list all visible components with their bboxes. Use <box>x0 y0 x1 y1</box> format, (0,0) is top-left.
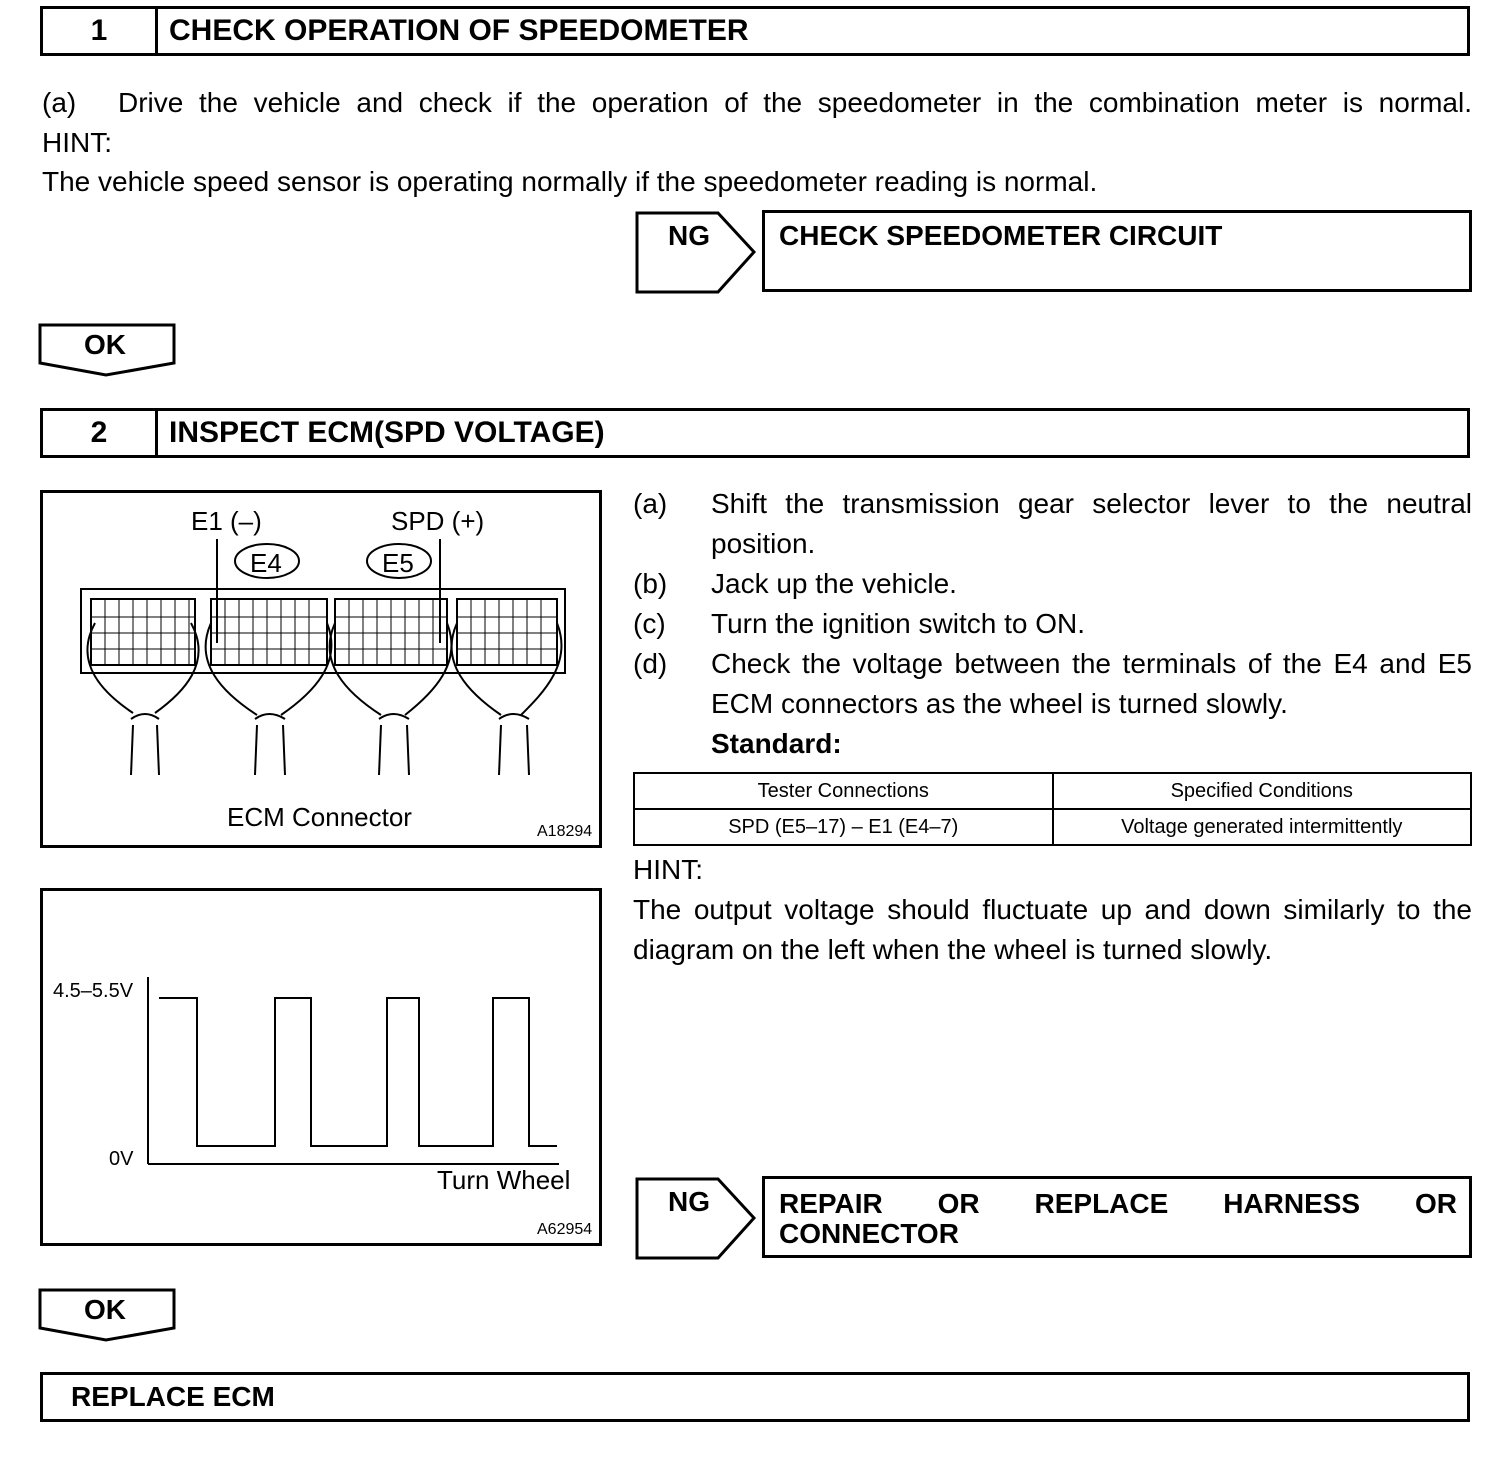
step1-hint-label: HINT: <box>42 127 112 158</box>
ng-action-word: OR <box>937 1188 980 1219</box>
y-axis-low-label: 0V <box>109 1148 134 1170</box>
instruction-b-label: (b) <box>633 568 668 599</box>
ng-action-box <box>762 1176 1472 1258</box>
ng-action-word: REPAIR <box>779 1188 883 1219</box>
instruction-b-text: Jack up the vehicle. <box>711 568 957 599</box>
step-title: CHECK OPERATION OF SPEEDOMETER <box>169 14 749 47</box>
ok-arrow <box>38 323 178 377</box>
ng-action-word: REPLACE <box>1034 1188 1169 1219</box>
ng-action-word: HARNESS <box>1223 1188 1361 1219</box>
standard-label: Standard: <box>711 728 842 759</box>
instruction-c-text: Turn the ignition switch to ON. <box>711 608 1086 639</box>
figure-code: A18294 <box>537 823 593 840</box>
ng-label: NG <box>668 220 710 251</box>
ng-action-box <box>762 210 1472 292</box>
figure-caption: ECM Connector <box>227 802 412 832</box>
step-2-header <box>40 408 1470 458</box>
instruction-d-label: (d) <box>633 648 668 679</box>
voltage-waveform-figure <box>40 888 602 1246</box>
table-cell: Voltage generated intermittently <box>1053 809 1472 845</box>
table-header-cell: Tester Connections <box>634 773 1053 809</box>
ok-label: OK <box>84 1294 126 1325</box>
step-1-header <box>40 6 1470 56</box>
ok-label: OK <box>84 329 126 360</box>
ng-action-line-2: CONNECTOR <box>779 1218 959 1249</box>
instruction-c-label: (c) <box>633 608 666 639</box>
spd-terminal-label: SPD (+) <box>391 506 485 536</box>
ok-arrow <box>38 1288 178 1342</box>
step2-hint-text: The output voltage should fluctuate up and down similarly to the <box>633 894 1472 925</box>
final-action-box <box>40 1372 1470 1422</box>
instruction-d-text-cont: ECM connectors as the wheel is turned slowly. <box>711 688 1288 719</box>
step1-item-a-text: Drive the vehicle and check if the operation of the speedometer in the combination meter is normal. <box>118 87 1472 118</box>
table-header-row <box>634 773 1471 809</box>
step-title: INSPECT ECM(SPD VOLTAGE) <box>169 416 605 449</box>
ecm-connector-drawing <box>43 493 599 845</box>
table-header-cell: Specified Conditions <box>1053 773 1472 809</box>
instruction-d-text: Check the voltage between the terminals of the E4 and E5 <box>711 648 1472 679</box>
x-axis-label: Turn Wheel <box>437 1165 571 1195</box>
instruction-a-text: Shift the transmission gear selector lever to the neutral <box>711 488 1472 519</box>
e1-terminal-label: E1 (–) <box>191 506 262 536</box>
standard-table <box>633 772 1472 846</box>
e4-connector-label: E4 <box>250 548 282 578</box>
y-axis-high-label: 4.5–5.5V <box>53 980 134 1002</box>
step1-item-a-label: (a) <box>42 87 77 118</box>
final-action-text: REPLACE ECM <box>71 1381 275 1412</box>
ng-action-text: CHECK SPEEDOMETER CIRCUIT <box>779 220 1223 251</box>
step-number: 1 <box>43 9 158 53</box>
ecm-connector-figure <box>40 490 602 848</box>
ng-action-word: OR <box>1415 1188 1457 1219</box>
step2-hint-label: HINT: <box>633 854 703 885</box>
figure-code: A62954 <box>537 1221 593 1238</box>
table-row <box>634 809 1471 845</box>
e5-connector-label: E5 <box>382 548 414 578</box>
ng-label: NG <box>668 1186 710 1217</box>
step2-hint-text-cont: diagram on the left when the wheel is turned slowly. <box>633 934 1273 965</box>
ng-action-line-1 <box>779 1189 1457 1219</box>
step1-hint-text: The vehicle speed sensor is operating normally if the speedometer reading is normal. <box>42 166 1098 197</box>
step-number: 2 <box>43 411 158 455</box>
instruction-a-text-cont: position. <box>711 528 816 559</box>
instruction-a-label: (a) <box>633 488 668 519</box>
table-cell: SPD (E5–17) – E1 (E4–7) <box>634 809 1053 845</box>
